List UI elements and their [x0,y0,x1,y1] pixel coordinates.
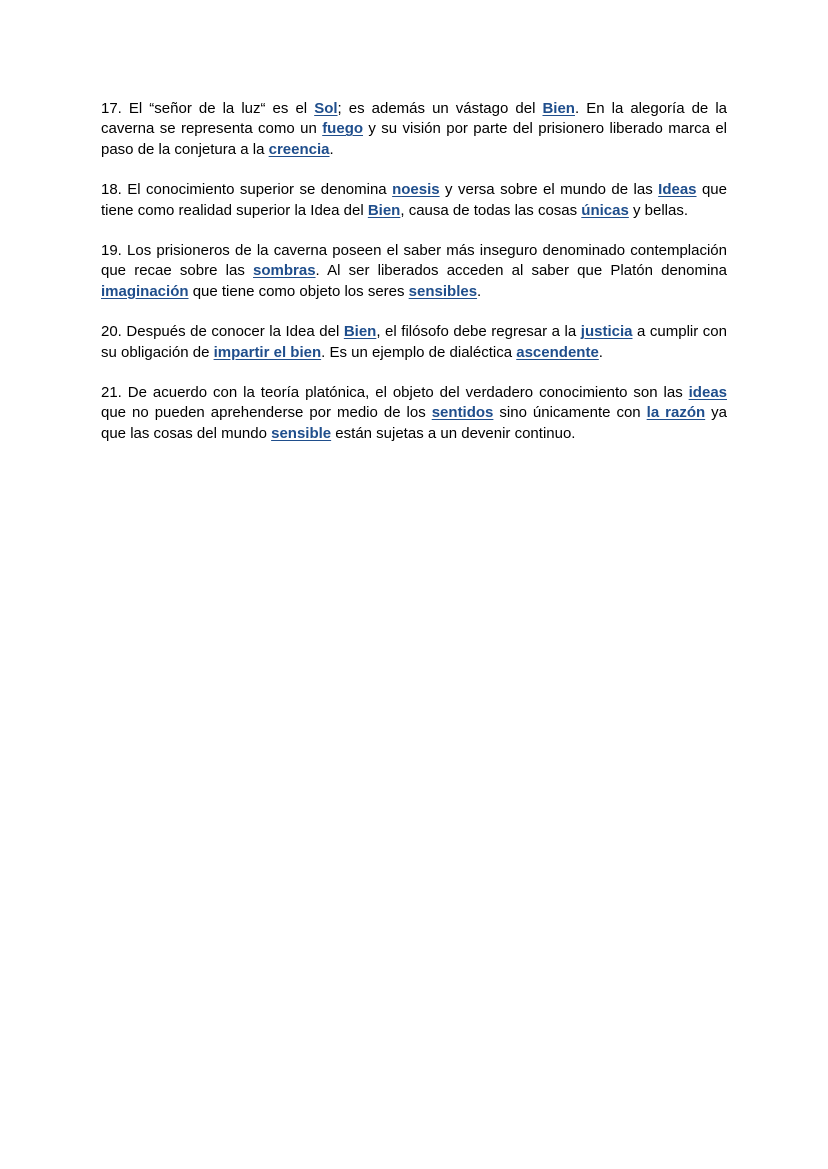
answer-term: Ideas [658,181,697,199]
answer-term: Bien [367,201,401,219]
answer-term: sensibles [408,282,478,300]
answer-term: ascendente [516,343,599,361]
paragraph-text: . En la alegoría de la caverna se representa como un [101,100,728,138]
answer-term: noesis [392,181,440,199]
answer-term: ideas [688,384,727,402]
paragraph-21 [101,383,727,444]
paragraph-text: 21. De acuerdo con la teoría platónica, el objeto del verdadero conocimiento son las [101,384,689,402]
paragraph-text: que no pueden aprehenderse por medio de los [101,404,432,422]
paragraph-text: que tiene como objeto los seres [188,282,409,300]
paragraph-text: y bellas. [628,201,689,219]
answer-term: Sol [314,100,338,117]
paragraph-text: , causa de todas las cosas [400,201,582,219]
paragraph-18 [101,180,727,221]
answer-term: imaginación [101,282,189,300]
answer-term: justicia [580,323,633,341]
answer-term: fuego [322,120,364,138]
paragraph-text: . Al ser liberados acceden al saber que Platón denomina [315,262,727,280]
paragraph-20 [101,322,727,363]
paragraph-text: 19. Los prisioneros de la caverna poseen el saber más inseguro denominado contemplación que recae sobre las [101,242,727,280]
paragraph-text: , el filósofo debe regresar a la [376,323,581,341]
paragraph-text: ya que las cosas del mundo [101,404,728,442]
answer-term: sensible [271,424,332,442]
paragraph-text: y su visión por parte del prisionero liberado marca el paso de la conjetura a la [101,120,727,158]
paragraph-17 [101,99,727,160]
paragraph-text: . [329,140,334,158]
paragraph-text: . Es un ejemplo de dialéctica [321,343,517,361]
paragraph-text: 20. Después de conocer la Idea del [101,323,344,341]
paragraph-text: 18. El conocimiento superior se denomina [101,181,393,199]
answer-term: Bien [542,100,575,117]
answer-term: creencia [268,140,330,158]
paragraph-text: . [477,282,482,300]
paragraph-text: ; es además un vástago del [337,100,543,117]
answer-term: la razón [646,404,706,422]
answer-term: únicas [581,201,629,219]
answer-term: Bien [343,323,377,341]
answer-term: sentidos [431,404,494,422]
paragraph-text: y versa sobre el mundo de las [439,181,659,199]
paragraph-text: están sujetas a un devenir continuo. [331,424,576,442]
paragraph-text: 17. El “señor de la luz“ es el [101,100,315,117]
paragraph-text: sino únicamente con [493,404,647,422]
paragraph-19 [101,241,727,302]
paragraph-text: a cumplir con su obligación de [101,323,727,361]
paragraph-text: que tiene como realidad superior la Idea del [101,181,727,219]
paragraph-text: . [598,343,603,361]
answer-term: impartir el bien [213,343,322,361]
answer-term: sombras [253,262,316,280]
document-page [101,99,727,464]
